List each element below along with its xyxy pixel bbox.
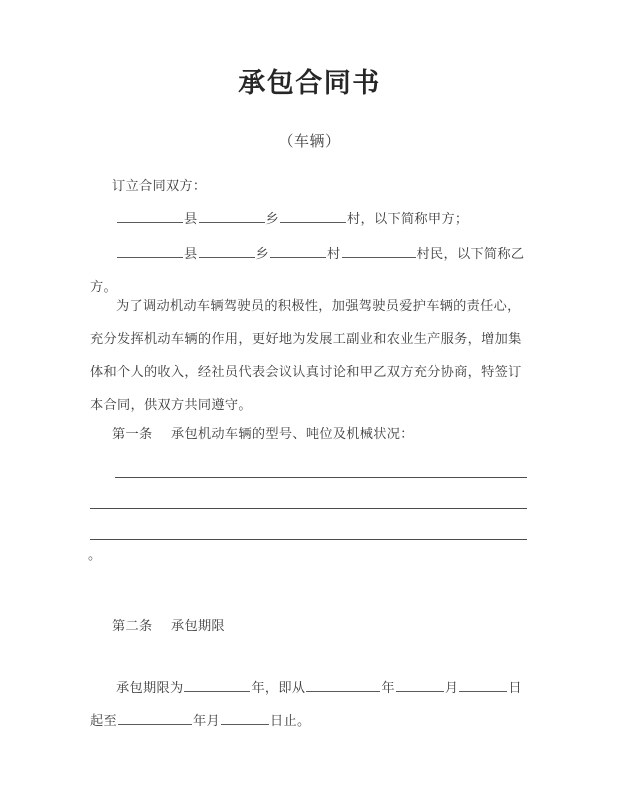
party-a-township-blank[interactable] <box>199 209 265 223</box>
party-a-village-unit: 村，以下简称甲方； <box>347 212 469 227</box>
start-month-unit: 月 <box>444 681 459 696</box>
term-lead-text: 承包期限为 <box>116 681 184 696</box>
term-years-blank[interactable] <box>184 678 250 692</box>
party-b-villager-blank[interactable] <box>342 244 416 258</box>
article-1-fill-line-1[interactable] <box>115 477 527 478</box>
party-b-township-unit: 乡 <box>255 247 269 262</box>
party-a-county-unit: 县 <box>184 212 198 227</box>
party-a-village-blank[interactable] <box>280 209 346 223</box>
article-1-heading <box>90 418 530 451</box>
start-month-blank[interactable] <box>396 678 444 692</box>
article-2-heading-text: 承包期限 <box>170 619 225 634</box>
article-1-trailing-period: 。 <box>88 548 102 563</box>
article-1-heading-text: 承包机动车辆的型号、吨位及机械状况： <box>170 427 414 442</box>
party-b-county-blank[interactable] <box>117 244 183 258</box>
end-year-unit: 年 <box>192 714 207 729</box>
article-1-fill-line-3[interactable] <box>90 539 527 540</box>
end-day-unit: 日止。 <box>269 714 311 729</box>
party-b-village-unit: 村 <box>327 247 341 262</box>
party-b-villager-unit: 村民，以下简称乙方。 <box>90 247 525 295</box>
parties-label: 订立合同双方： <box>112 179 207 194</box>
party-b-township-blank[interactable] <box>199 244 255 258</box>
party-b-village-blank[interactable] <box>270 244 326 258</box>
article-2-body <box>90 672 532 738</box>
start-day-blank[interactable] <box>459 678 507 692</box>
article-1-fill-line-2[interactable] <box>90 508 527 509</box>
party-a-county-blank[interactable] <box>117 209 183 223</box>
start-year-blank[interactable] <box>306 678 380 692</box>
term-years-unit: 年，即从 <box>251 681 306 696</box>
start-year-unit: 年 <box>381 681 395 696</box>
article-2-number: 第二条 <box>112 619 153 634</box>
party-a-line <box>90 203 530 236</box>
preamble-paragraph: 为了调动机动车辆驾驶员的积极性，加强驾驶员爱护车辆的责任心，充分发挥机动车辆的作用，更好地为发展工副业和农业生产服务，增加集体和个人的收入，经社员代表会议认真讨论和甲乙双方充分协商，特签订本合同，供双方共同遵守。 <box>90 299 522 413</box>
start-day-unit: 日起至 <box>90 681 522 729</box>
party-a-township-unit: 乡 <box>265 212 279 227</box>
end-day-blank[interactable] <box>221 711 269 725</box>
document-title: 承包合同书 <box>238 68 381 99</box>
end-month-unit: 月 <box>206 714 220 729</box>
article-1-number: 第一条 <box>112 427 153 442</box>
document-subtitle: （车辆） <box>278 132 341 150</box>
party-b-county-unit: 县 <box>184 247 198 262</box>
article-2-heading <box>90 610 530 643</box>
end-year-blank[interactable] <box>118 711 192 725</box>
